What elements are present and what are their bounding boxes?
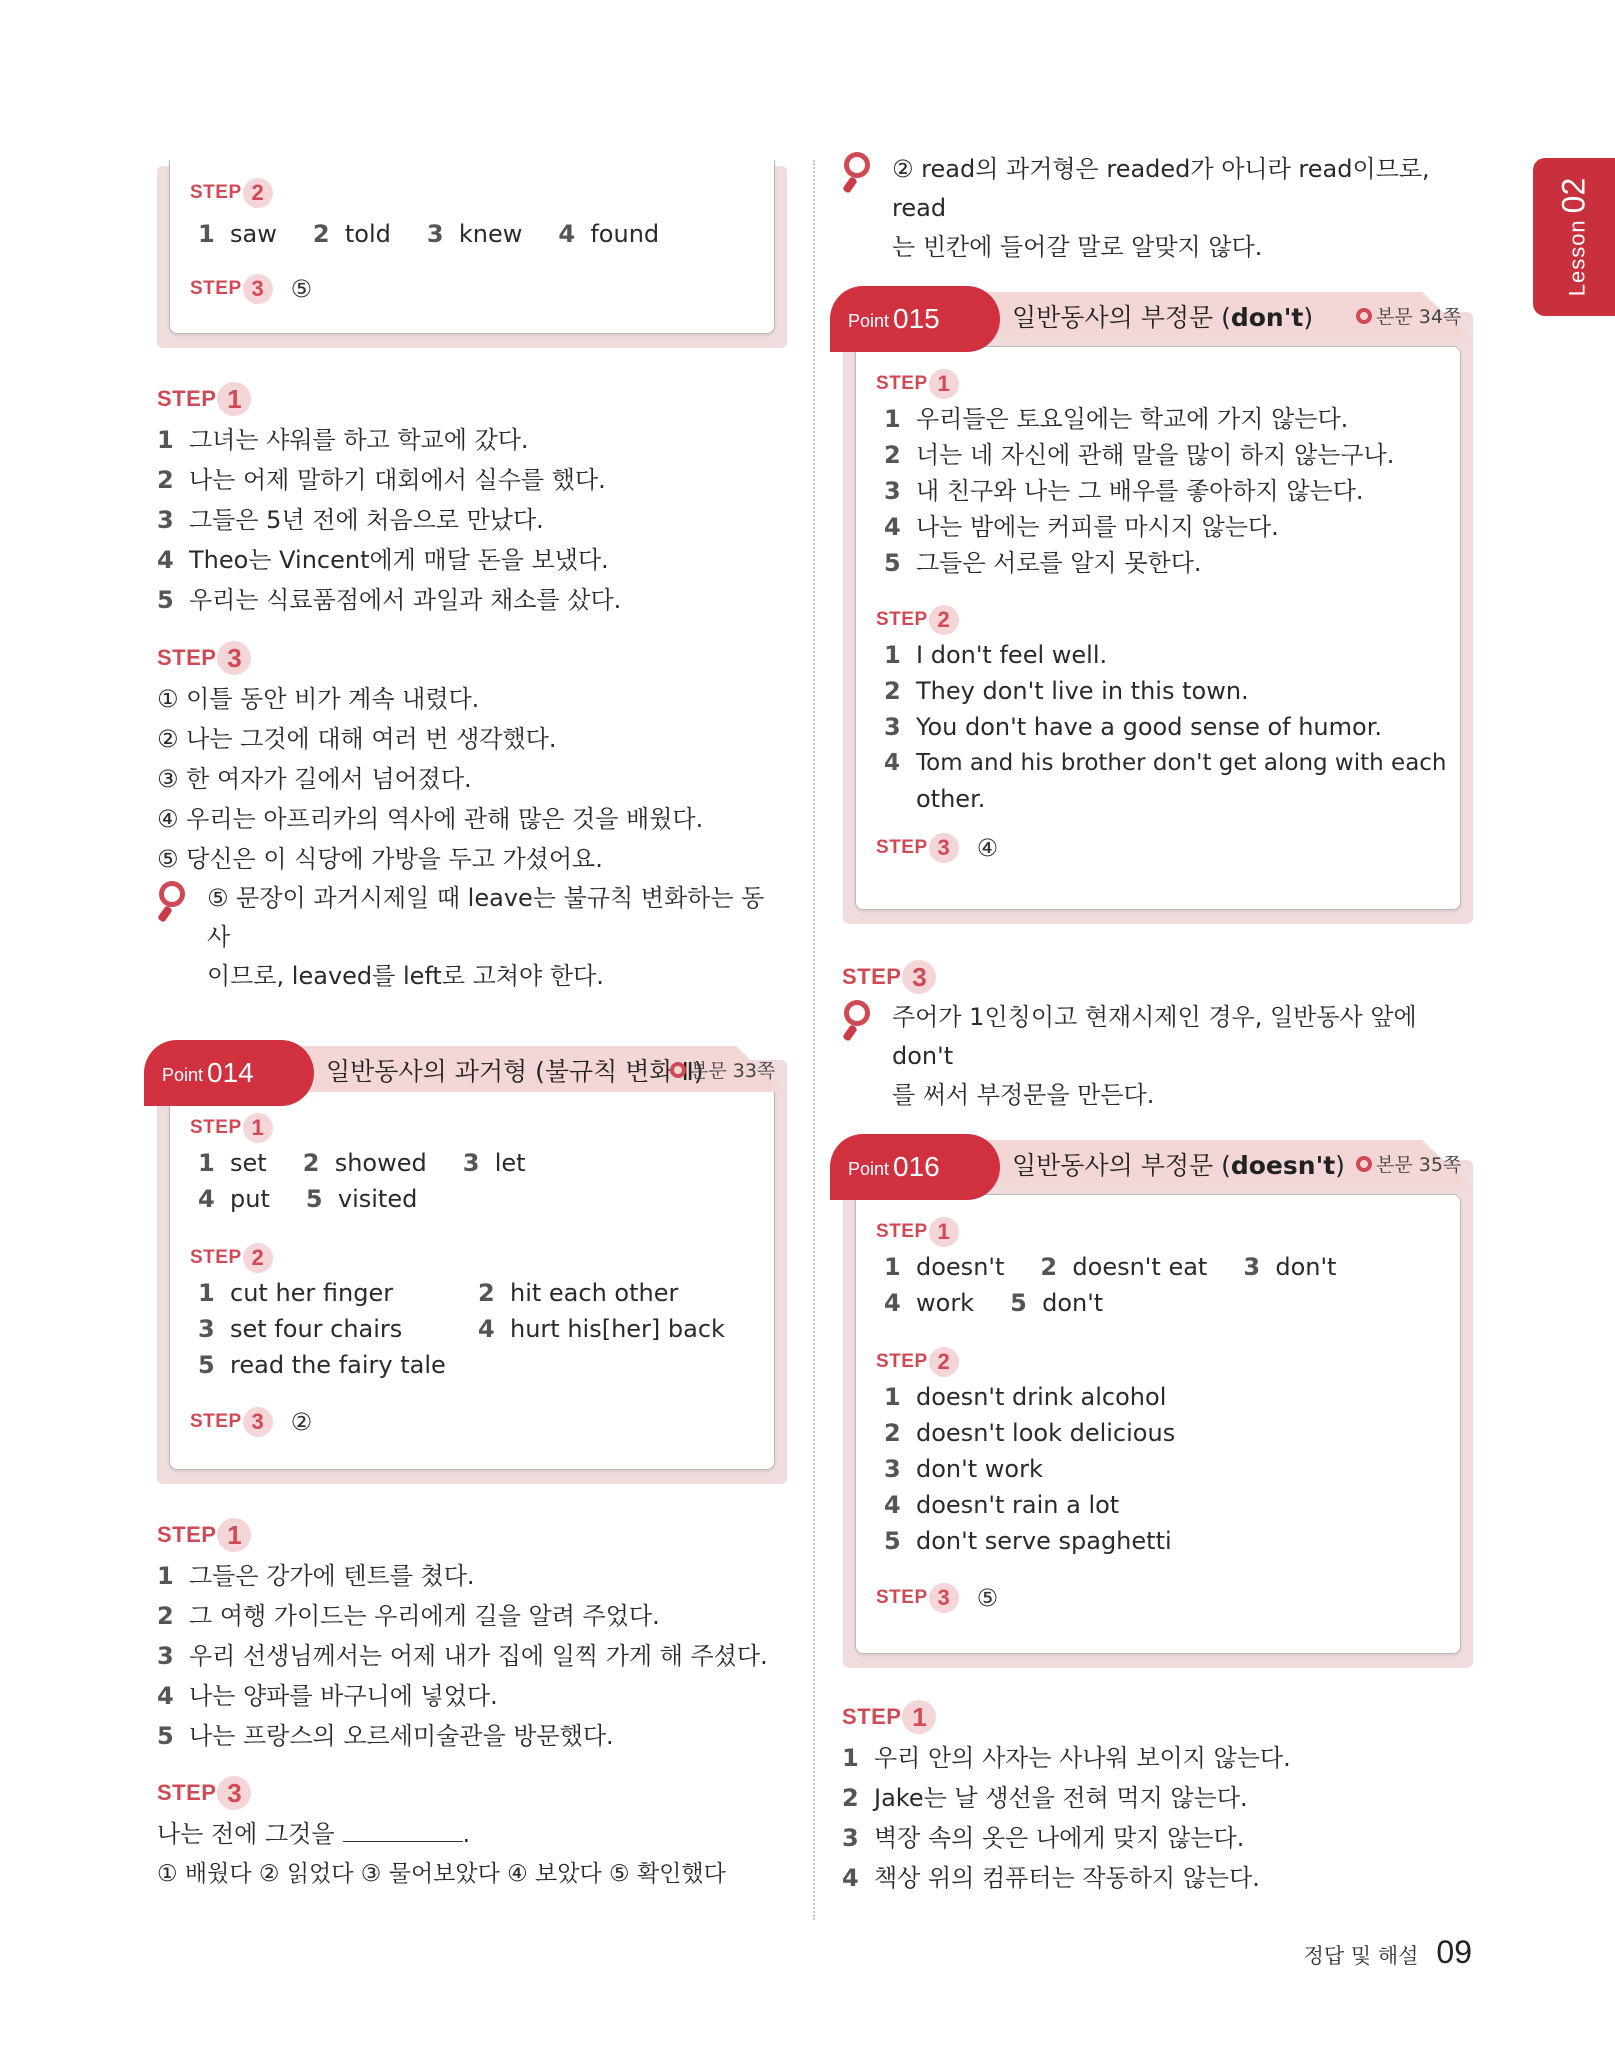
magnifier-icon xyxy=(842,998,886,1042)
answer-item: 2 hit each other xyxy=(478,1279,679,1307)
step-3-heading: STEP 3 xyxy=(842,960,1482,994)
step-3-answer: ⑤ xyxy=(290,275,313,303)
answer-row: 1 saw 2 told 3 knew 4 found xyxy=(198,220,660,248)
step-3-answer: ⑤ xyxy=(976,1584,999,1612)
answer-line: 2 doesn't look delicious xyxy=(884,1419,1176,1447)
page-footer xyxy=(1304,1934,1472,1971)
step-1-label: STEP 1 xyxy=(876,1215,1456,1249)
translation-line: 2 너는 네 자신에 관해 말을 많이 하지 않는구나. xyxy=(884,441,1395,469)
point-badge: Point 015 xyxy=(830,286,1000,352)
answer-item: 1 cut her finger xyxy=(198,1279,394,1307)
step-2-label: STEP 2 xyxy=(190,1241,738,1275)
answer-blank xyxy=(343,1818,463,1842)
translation-line: 1 우리 안의 사자는 사나워 보이지 않는다. xyxy=(842,1744,1291,1772)
step-3-label: STEP 3 ⑤ xyxy=(876,1584,999,1612)
answer-row: 1 doesn't 2 doesn't eat 3 don't xyxy=(884,1253,1337,1281)
footer-text: 정답 및 해설 xyxy=(1303,1944,1419,1968)
answer-row: 4 put 5 visited xyxy=(198,1185,418,1213)
step-3-heading: STEP 3 xyxy=(157,1776,787,1810)
answer-item: 5 read the fairy tale xyxy=(198,1351,446,1379)
translation-line: 5 그들은 서로를 알지 못한다. xyxy=(884,549,1202,577)
magnifier-icon xyxy=(842,150,886,194)
translation-line: 5 나는 프랑스의 오르세미술관을 방문했다. xyxy=(157,1722,614,1750)
translation-line: 4 책상 위의 컴퓨터는 작동하지 않는다. xyxy=(842,1864,1260,1892)
answer-item: 3 set four chairs xyxy=(198,1315,403,1343)
answer-line: 5 don't serve spaghetti xyxy=(884,1527,1172,1555)
translation-step-3b xyxy=(157,1776,787,1894)
options-line: ① 배웠다 ② 읽었다 ③ 물어보았다 ④ 보았다 ⑤ 확인했다 xyxy=(157,1861,726,1887)
step-1-label: STEP 1 xyxy=(190,1111,738,1145)
page-number: 09 xyxy=(1436,1934,1472,1970)
point-badge: Point 016 xyxy=(830,1134,1000,1200)
reference-icon xyxy=(670,1062,686,1078)
step-3-answer: ② xyxy=(290,1408,313,1436)
answer-card-013 xyxy=(169,160,775,334)
answer-row: 4 work 5 don't xyxy=(884,1289,1104,1317)
step-1-heading: STEP 1 xyxy=(842,1700,1482,1734)
point-015-header xyxy=(830,286,1480,338)
translation-step-1 xyxy=(157,382,787,620)
step-3-answer: ④ xyxy=(976,834,999,862)
translation-line: 1 그녀는 샤워를 하고 학교에 갔다. xyxy=(157,426,529,454)
reference-icon xyxy=(1356,1156,1372,1172)
translation-line: 3 우리 선생님께서는 어제 내가 집에 일찍 가게 해 주셨다. xyxy=(157,1642,768,1670)
translation-line: 3 내 친구와 나는 그 배우를 좋아하지 않는다. xyxy=(884,477,1364,505)
column-divider xyxy=(813,160,815,1920)
answer-row: 1 set 2 showed 3 let xyxy=(198,1149,526,1177)
point-016-header xyxy=(830,1134,1480,1186)
answer-line: 4 doesn't rain a lot xyxy=(884,1491,1120,1519)
translation-step-1b xyxy=(157,1518,787,1756)
answer-line: 1 I don't feel well. xyxy=(884,641,1108,669)
step-3-label: STEP 3 ④ xyxy=(876,834,999,862)
explanation-hint: ② read의 과거형은 readed가 아니라 read이므로, read 는 빈칸에 들어갈 말로 알맞지 않다. xyxy=(842,150,1482,267)
lesson-number: 02 xyxy=(1555,177,1592,214)
point-title: 일반동사의 과거형 (불규칙 변화 Ⅱ) xyxy=(326,1057,704,1086)
choice-line: ④ 우리는 아프리카의 역사에 관해 많은 것을 배웠다. xyxy=(157,805,704,833)
step-3-label: STEP 3 ② xyxy=(190,1408,313,1436)
step-2-label: STEP 2 xyxy=(876,1345,1456,1379)
lesson-label: Lesson xyxy=(1564,219,1590,297)
answer-line: 3 You don't have a good sense of humor. xyxy=(884,713,1382,741)
step-2-label: STEP 2 xyxy=(876,603,1456,637)
reference-icon xyxy=(1356,308,1372,324)
answer-line: other. xyxy=(916,785,986,813)
answer-line: 4 Tom and his brother don't get along with each xyxy=(884,750,1447,776)
point-title: 일반동사의 부정문 (don't) xyxy=(1012,303,1314,332)
translation-line: 3 그들은 5년 전에 처음으로 만났다. xyxy=(157,506,544,534)
magnifier-icon xyxy=(157,879,201,923)
translation-line: 4 Theo는 Vincent에게 매달 돈을 보냈다. xyxy=(157,546,609,574)
translation-line: 4 나는 밤에는 커피를 마시지 않는다. xyxy=(884,513,1279,541)
explanation-hint: 주어가 1인칭이고 현재시제인 경우, 일반동사 앞에 don't 를 써서 부정문을 만든다. xyxy=(842,998,1482,1115)
translation-line: 4 나는 양파를 바구니에 넣었다. xyxy=(157,1682,498,1710)
answer-card-015 xyxy=(855,346,1461,910)
answer-card-016 xyxy=(855,1194,1461,1654)
choice-line: ⑤ 당신은 이 식당에 가방을 두고 가셨어요. xyxy=(157,845,603,873)
explanation-hint: ⑤ 문장이 과거시제일 때 leave는 불규칙 변화하는 동사 이므로, leaved를 left로 고쳐야 한다. xyxy=(157,879,787,996)
step-1-label: STEP 1 xyxy=(876,367,1456,401)
explanation-top xyxy=(842,150,1482,267)
answer-card-014 xyxy=(169,1086,775,1470)
choice-line: ② 나는 그것에 대해 여러 번 생각했다. xyxy=(157,725,557,753)
point-title: 일반동사의 부정문 (doesn't) xyxy=(1012,1151,1345,1180)
choice-line: ③ 한 여자가 길에서 넘어졌다. xyxy=(157,765,472,793)
step-1-heading: STEP 1 xyxy=(157,1518,787,1552)
fill-in-sentence: 나는 전에 그것을 . xyxy=(157,1820,471,1848)
point-badge: Point 014 xyxy=(144,1040,314,1106)
step-2-label: STEP 2 xyxy=(190,176,659,210)
answer-line: 1 doesn't drink alcohol xyxy=(884,1383,1167,1411)
point-014-header xyxy=(144,1040,794,1092)
translation-line: 2 Jake는 날 생선을 전혀 먹지 않는다. xyxy=(842,1784,1248,1812)
translation-step-3-right xyxy=(842,960,1482,1115)
translation-line: 1 우리들은 토요일에는 학교에 가지 않는다. xyxy=(884,405,1349,433)
lesson-tab[interactable] xyxy=(1533,158,1615,316)
answer-line: 2 They don't live in this town. xyxy=(884,677,1249,705)
translation-line: 2 나는 어제 말하기 대회에서 실수를 했다. xyxy=(157,466,606,494)
answer-item: 4 hurt his[her] back xyxy=(478,1315,725,1343)
translation-line: 2 그 여행 가이드는 우리에게 길을 알려 주었다. xyxy=(157,1602,660,1630)
translation-line: 1 그들은 강가에 텐트를 쳤다. xyxy=(157,1562,475,1590)
translation-line: 3 벽장 속의 옷은 나에게 맞지 않는다. xyxy=(842,1824,1245,1852)
page-reference[interactable]: 본문 33쪽 xyxy=(670,1056,775,1083)
step-1-heading: STEP 1 xyxy=(157,382,787,416)
answer-line: 3 don't work xyxy=(884,1455,1043,1483)
page-reference[interactable]: 본문 34쪽 xyxy=(1356,302,1461,329)
translation-line: 5 우리는 식료품점에서 과일과 채소를 샀다. xyxy=(157,586,622,614)
page-reference[interactable]: 본문 35쪽 xyxy=(1356,1150,1461,1177)
translation-step-3 xyxy=(157,641,787,996)
choice-line: ① 이틀 동안 비가 계속 내렸다. xyxy=(157,685,480,713)
step-3-label: STEP 3 ⑤ xyxy=(190,275,313,303)
step-3-heading: STEP 3 xyxy=(157,641,787,675)
translation-step-1-right xyxy=(842,1700,1482,1898)
